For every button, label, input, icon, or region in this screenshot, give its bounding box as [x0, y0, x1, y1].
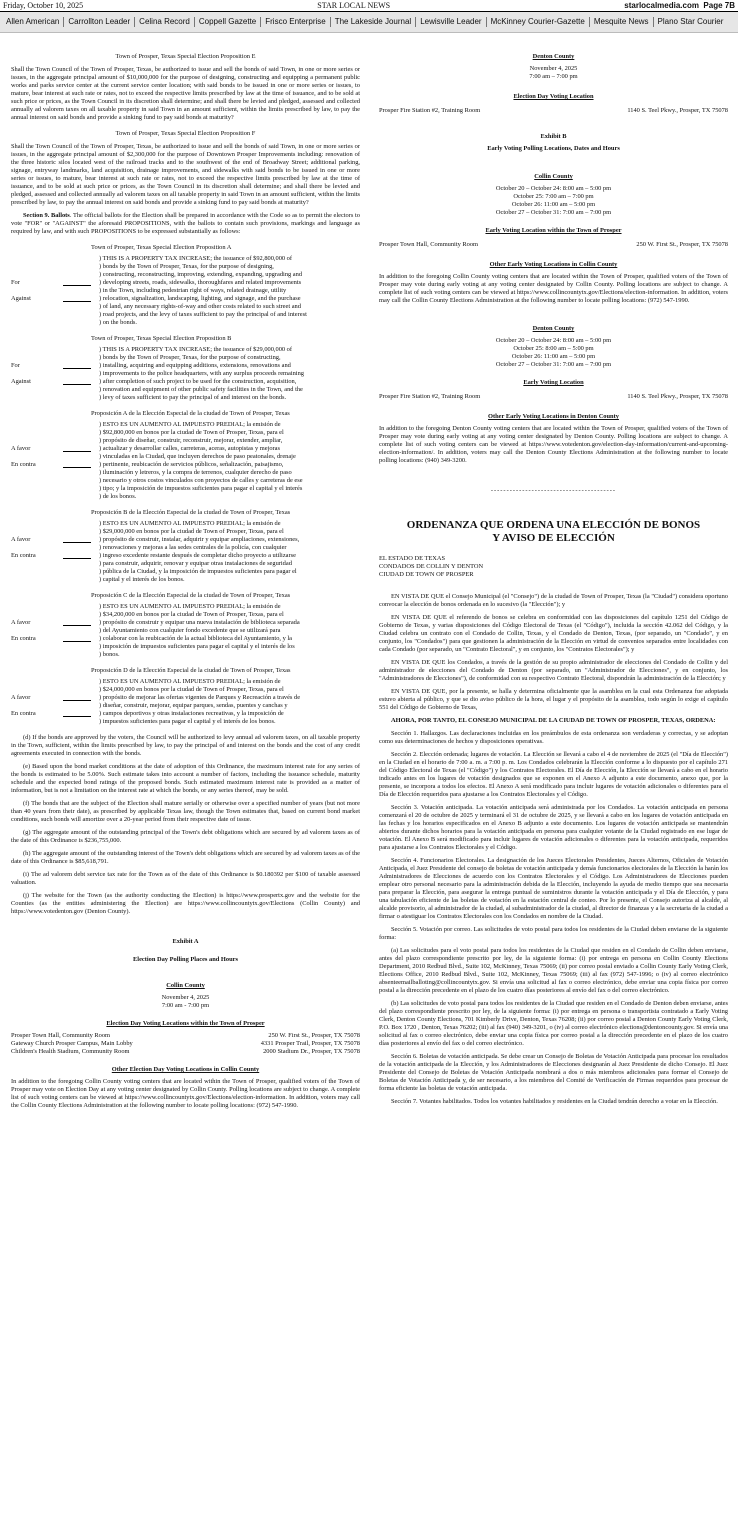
para-d: (d) If the bonds are approved by the voters, the Council will be authorized to levy annual ad valorem taxes, on all taxable property in the Town, sufficient, within the limits prescribed by law, to pay the principal of and interest on the bonds and the cost of any credit agreements executed in connection with the bonds.: [11, 734, 360, 757]
ballot-line: ) imposición de impuestos suficientes para pagar el capital y el interés de los: [99, 643, 295, 650]
vote-for[interactable]: [11, 445, 99, 453]
right-column: [369, 33, 738, 1528]
ballot-text: [99, 255, 360, 327]
vote-line[interactable]: [63, 542, 91, 543]
prop-e-text: Shall the Town Council of the Town of Prosper, Texas, be authorized to issue and sell the bonds of said Town, in one or more series or issues, in the aggregate principal amount of $10,000,000 for the purpose of designing, constructing and equipping a permanent public works and parks service center at the current service center location; with said bonds to be issued in one or more series or issues, to mature, bear interest at such rate or rates, not to exceed the respective limits prescribed by law at the time of issuance, and to be sold at such price or prices, as the Town Council in its discretion shall determine; and shall there be levied and pledged, assessed and collected annually ad valorem taxes on all taxable property in said Town in an amount sufficient, within the limits prescribed by law, to pay the annual interest on said bonds and provide a sinking fund to pay said bonds at maturity?: [11, 66, 360, 121]
vote-line[interactable]: [63, 625, 91, 626]
para-j: (j) The website for the Town (as the authority conducting the Election) is https://www.prospertx.gov and the website for the Counties (as the entities administering the Election) are https://www.collincountytx.gov/Elections (Collin County) and https://www.votedenton.gov (Denton County).: [11, 892, 360, 915]
location-name: Gateway Church Prosper Campus, Main Lobby: [11, 1040, 133, 1047]
page-number: Page 7B: [703, 0, 735, 10]
left-column: [0, 33, 369, 1528]
nav-link[interactable]: Coppell Gazette: [195, 17, 261, 27]
vote-options: [11, 255, 99, 327]
ballot-line: ) ingreso excedente restante después de completar dicho proyecto a utilizarse: [99, 552, 296, 559]
ev-date-line: October 26: 11:00 am – 5:00 pm: [511, 353, 596, 360]
vote-line[interactable]: [63, 641, 91, 642]
ballot-line: ) $24,000,000 en bonos por la ciudad de Town of Prosper, Texas, para el: [99, 686, 284, 693]
vote-for[interactable]: [11, 619, 99, 627]
polling-location-row: [11, 1048, 360, 1056]
seccion-2: Sección 2. Elección ordenada; lugares de votación. La Elección se llevará a cabo el 4 de noviembre de 2025 (el "Día de Elección") en la Ciudad en el horario de 7:00 a. m. a 7:00 p. m. Los Condados celebrarán la Elección conforme a lo dispuesto por el capítulo 271 del Código Electoral de Texas (el "Código") y los Contratos Electorales. El Día de Elección, la Elección se llevará a cabo en el horario indicado antes en los lugares de votación designados que se exponen en el Anexo A adjunto a este documento, anexo que, por la presente, se incorpora a todos los efectos. El Anexo A será modificado para incluir lugares de votación adicionales o diferentes para el Día de Elección requeridos para ajustarse a los Contratos Electorales y el Código.: [379, 751, 728, 799]
page-body: [0, 33, 738, 1528]
ballot-line: ) renovaciones y mejoras a las sedes centrales de la policía, con cualquier: [99, 544, 287, 551]
ballot-sa: [11, 421, 360, 501]
ballot-line: ) impuestos suficientes para pagar el capital y el interés de los bonos.: [99, 718, 276, 725]
vote-for[interactable]: [11, 694, 99, 702]
ballot-text: [99, 678, 360, 726]
collin-county-heading: Collin County: [166, 982, 205, 989]
exhibit-b-title: Exhibit B: [540, 133, 567, 140]
vote-against[interactable]: [11, 295, 99, 303]
denton-ev-dates: [379, 337, 728, 369]
vote-options: [11, 346, 99, 402]
election-date: November 4, 2025: [161, 994, 210, 1001]
vote-against-label: En contra: [11, 710, 36, 717]
ballot-line: ) necesario y otros costos vinculados con proyectos de calles y carreteras de ese: [99, 477, 303, 484]
vote-against-label: En contra: [11, 552, 36, 559]
vote-for[interactable]: [11, 362, 99, 370]
paper-name: STAR LOCAL NEWS: [317, 0, 391, 10]
ballot-text: [99, 520, 360, 584]
vote-against-label: En contra: [11, 635, 36, 642]
vote-line[interactable]: [63, 558, 91, 559]
edv-heading: Election Day Voting Location: [513, 93, 594, 100]
ballot-line: ) constructing, reconstructing, improving, extending, expanding, upgrading and: [99, 271, 303, 278]
ballot-a-title: Town of Prosper, Texas Special Election Proposition A: [91, 244, 232, 251]
site-url[interactable]: starlocalmedia.com: [624, 0, 699, 10]
para-g: (g) The aggregate amount of the outstanding principal of the Town's debt obligations which are secured by ad valorem taxes as of the date of this Ordinance is $236,755,000.: [11, 829, 360, 844]
ballot-line: ) developing streets, roads, sidewalks, thoroughfares and related improvements: [99, 279, 302, 286]
ballot-line: ) propósito de construir y equipar una nueva instalación de biblioteca separada: [99, 619, 300, 626]
seccion-5b: (b) Las solicitudes de voto postal para todos los residentes de la Ciudad que residen en el Condado de Denton deben enviarse, antes del plazo correspondiente prescrito por ley, de la siguiente forma: (i) por entrega en persona o transportista contratado a Early Voting Clerk, Denton County Elections, 701 Kimberly Drive, Denton, Texas 76208; (ii) por correo postal a Denton County Early Voting Clerk, P.O. Box 1720 , Denton, Texas 76202; (iii) al fax (940) 349-3201, o (iv) al correo electrónico elections@dentoncounty.gov. Si envía una solicitud al fax o correo electrónico, debe enviar una copia física por correo postal a la dirección precedente en el plazo de los cuatro días posteriores al envío del fax o del correo electrónico.: [379, 1000, 728, 1048]
prop-f-title: Town of Prosper, Texas Special Election Proposition F: [115, 130, 256, 137]
ballot-line: ) $34,200,000 en bonos por la ciudad de Town of Prosper, Texas, para el: [99, 611, 284, 618]
ballot-line: ) after completion of such project to be used for the construction, acquisition,: [99, 378, 297, 385]
ballot-line: ) para construir, adquirir, renovar y equipar otras instalaciones de seguridad: [99, 560, 292, 567]
ev-town-heading: Early Voting Location within the Town of Prosper: [485, 227, 622, 234]
other-ed-collin-text: In addition to the foregoing Collin County voting centers that are located within the Town of Prosper, qualified voters of the Town of Prosper may vote on Election Day at any voting center designated by Collin County. Polling locations are subject to change. A complete list of such voting centers can be viewed at https://www.collincountytx.gov/Elections/election-information. In addition, voters may call the Collin County Elections Administration at the following number to locate polling locations: (972) 547-1990.: [11, 1078, 360, 1109]
whereas-2: EN VISTA DE QUE el referendo de bonos se celebra en conformidad con las disposiciones del capítulo 1251 del Código de Gobierno de Texas, y varias disposiciones del Código Electoral de Texas (el "Código"), incluida la sección 42.062 del Código, y la Ciudad celebra un contrato con el Condado de Collin, Texas, y el Condado de Denton, Texas, (por separado, un "Condado", y en conjunto, los "Condados") para que gestionen la administración de la Elección en virtud de convenios separados entre localidades con cada Condado (por separado, un "Contrato Electoral", y en conjunto, los "Contratos Electorales"); y: [379, 614, 728, 654]
para-e: (e) Based upon the bond market conditions at the date of adoption of this Ordinance, the maximum interest rate for any series of the bonds is estimated to be 5.00%. Such estimate takes into account a number of factors, including the issuance schedule, maturity schedule and the expected bond ratings of the proposed bonds. Such estimated maximum interest rate is provided as a matter of information, but is not a limitation on the interest rate at which the bonds, or any series thereof, may be sold.: [11, 763, 360, 794]
other-ev-collin-heading: Other Early Voting Locations in Collin County: [489, 261, 618, 268]
ballot-line: ) colaborar con la reubicación de la actual biblioteca del Ayuntamiento, y la: [99, 635, 293, 642]
ahora: AHORA, POR TANTO, EL CONSEJO MUNICIPAL DE LA CIUDAD DE TOWN OF PROSPER, TEXAS, ORDENA:: [391, 717, 716, 725]
denton-ev-heading: Denton County: [532, 325, 575, 332]
nav-link[interactable]: McKinney Courier-Gazette: [487, 17, 590, 27]
ev-date-line: October 25: 8:00 am – 5:00 pm: [513, 345, 594, 352]
vote-line[interactable]: [63, 301, 91, 302]
ballot-line: ) levy of taxes sufficient to pay the principal of and interest on the bonds.: [99, 394, 287, 401]
vote-options: [11, 421, 99, 501]
exhibit-a-subtitle: Election Day Polling Places and Hours: [133, 956, 238, 963]
denton-county-heading: Denton County: [532, 53, 575, 60]
vote-for[interactable]: [11, 279, 99, 287]
location-name: Children's Health Stadium, Community Room: [11, 1048, 130, 1055]
issue-date: Friday, October 10, 2025: [3, 0, 84, 10]
denton-date: November 4, 2025: [529, 65, 578, 72]
ballot-line: ) road projects, and the levy of taxes sufficient to pay the principal of and interest: [99, 311, 307, 318]
ballot-line: ) ESTO ES UN AUMENTO AL IMPUESTO PREDIAL; la emisión de: [99, 520, 281, 527]
ballot-line: ) THIS IS A PROPERTY TAX INCREASE; the issuance of $29,000,000 of: [99, 346, 293, 353]
ballot-line: ) installing, acquiring and equipping additions, extensions, renovations and: [99, 362, 291, 369]
nav-link[interactable]: Lewisville Leader: [416, 17, 486, 27]
ballot-sc: [11, 603, 360, 659]
ballot-text: [99, 346, 360, 402]
ballot-b-title: Town of Prosper, Texas Special Election Proposition B: [91, 335, 232, 342]
vote-line[interactable]: [63, 716, 91, 717]
collin-ev-dates: [379, 185, 728, 217]
vote-options: [11, 678, 99, 726]
nav-link[interactable]: Carrollton Leader: [64, 17, 135, 27]
other-ev-collin-text: In addition to the foregoing Collin County voting centers that are located within the Town of Prosper, qualified voters of the Town of Prosper may vote during early voting at any voting center designated by Collin County. Polling locations are subject to change. A complete list of such voting centers can be viewed at https://www.collincountytx.gov/Elections/election-information. In addition, voters may call the Collin County Elections Administration at the following number to locate polling locations: (972) 547-1990.: [379, 273, 728, 304]
nav-link[interactable]: Frisco Enterprise: [261, 17, 330, 27]
ballot-text: [99, 421, 360, 501]
state: EL ESTADO DE TEXAS: [379, 555, 446, 563]
vote-against-label: Against: [11, 378, 31, 385]
nav-link[interactable]: Plano Star Courier: [657, 17, 724, 26]
prop-e-title: Town of Prosper, Texas Special Election Proposition E: [115, 53, 256, 60]
ev-date-line: October 27 – October 31: 7:00 am – 7:00 pm: [495, 209, 612, 216]
ballot-line: ) on the bonds.: [99, 319, 137, 326]
vote-against[interactable]: [11, 710, 99, 718]
ev-date-line: October 25: 7:00 am – 7:00 pm: [513, 193, 594, 200]
vote-options: [11, 603, 99, 659]
ballot-line: ) ESTO ES UN AUMENTO AL IMPUESTO PREDIAL; la emisión de: [99, 603, 281, 610]
nav-link[interactable]: The Lakeside Journal: [331, 17, 417, 27]
polling-location-row: [11, 1040, 360, 1048]
nav-link[interactable]: Celina Record: [135, 17, 195, 27]
vote-against-label: En contra: [11, 461, 36, 468]
whereas-4: EN VISTA DE QUE, por la presente, se halla y determina oficialmente que la asamblea en la cual esta Ordenanza fue adoptada estuvo abierta al público, y que se dio aviso público de la hora, el lugar y el propósito de la asamblea, todo según lo exige el capítulo 551 del Código de Gobierno de Texas,: [379, 688, 728, 712]
ballot-line: ) bonds by the Town of Prosper, Texas, for the purpose of constructing,: [99, 354, 281, 361]
vote-options: [11, 520, 99, 584]
vote-line[interactable]: [63, 700, 91, 701]
ballot-sb: [11, 520, 360, 584]
location-address: 4331 Prosper Trail, Prosper, TX 75078: [260, 1040, 360, 1047]
nav-link[interactable]: Allen American: [2, 17, 64, 27]
ballot-line: ) de los bonos.: [99, 493, 137, 500]
ballot-line: ) propósito de mejorar las ofertas vigentes de Parques y Recreación a través de: [99, 694, 301, 701]
section-9: Section 9. Ballots. The official ballots for the Election shall be prepared in accordance with the Code so as to permit the electors to vote "FOR" or "AGAINST" the aforesaid PROPOSITIONS, with the ballots to contain such provisions, markings and language as required by law, and with such PROPOSITIONS to be expressed substantially as follows:: [11, 212, 360, 235]
nav-link[interactable]: Mesquite News: [590, 17, 654, 27]
divider: ----------------------------------------: [490, 487, 617, 494]
ballot-line: ) $29,000,000 en bonos por la ciudad de Town of Prosper, Texas, para el: [99, 528, 284, 535]
seccion-6: Sección 6. Boletas de votación anticipada. Se debe crear un Consejo de Boletas de Votación Anticipada para procesar los resultados de la votación anticipada de la Elección, y los Administradores de Elecciones designarán al Juez Presidente de dicho Consejo. El Juez Presidente del Consejo de Boletas de Votación Anticipada nombrará a dos o más miembros adicionales para formar el Consejo de Boletas de Votación Anticipada y, de ser necesario, a los miembros del Comité de Verificación de Firmas requeridos para procesar de forma eficiente las boletas de votación anticipada.: [379, 1053, 728, 1093]
ballot-line: ) actualizar y desarrollar calles, carreteras, aceras, autopistas y mejoras: [99, 445, 280, 452]
other-ev-denton-heading: Other Early Voting Locations in Denton County: [488, 413, 619, 420]
vote-line[interactable]: [63, 285, 91, 286]
ballot-line: ) pertinente, reubicación de servicios públicos, señalización, paisajismo,: [99, 461, 284, 468]
ballot-line: ) del Ayuntamiento con cualquier fondo excedente que se utilizará para: [99, 627, 281, 634]
vote-against[interactable]: [11, 635, 99, 643]
vote-line[interactable]: [63, 451, 91, 452]
ballot-line: ) iluminación y letreros, y la compra de terrenos, cualquier derecho de paso: [99, 469, 292, 476]
site-page: [624, 1, 735, 11]
ballot-line: ) vinculadas en la Ciudad, que incluyen derechos de paso peatonales, drenaje: [99, 453, 296, 460]
exhibit-a-title: Exhibit A: [172, 938, 199, 945]
seccion-5: Sección 5. Votación por correo. Las solicitudes de voto postal para todos los residentes de la Ciudad deben enviarse de la siguiente forma:: [379, 926, 728, 942]
town-hall-row: Prosper Town Hall, Community Room 250 W. First St., Prosper, TX 75078: [379, 241, 728, 248]
ballot-sc-title: Proposición C de la Elección Especial de la ciudad de Town of Prosper, Texas: [91, 592, 291, 599]
para-f: (f) The bonds that are the subject of the Election shall mature serially or otherwise over a specified number of years (but not more than 40 years from their date), as prescribed by applicable Texas law, though the Town estimates that, based on current bond market conditions, such bonds will amortize over a 20-year period from their respective date of issue.: [11, 800, 360, 823]
ev-date-line: October 26: 11:00 am – 5:00 pm: [511, 201, 596, 208]
ballot-line: ) $92,800,000 en bonos por la ciudad de Town of Prosper, Texas, para el: [99, 429, 284, 436]
ballot-sd-title: Proposición D de la Elección Especial de la ciudad de Town of Prosper, Texas: [91, 667, 291, 674]
collin-ev-heading: Collin County: [534, 173, 573, 180]
election-hours: 7:00 am - 7:00 pm: [161, 1002, 210, 1009]
polling-location-row: [11, 1032, 360, 1040]
other-ev-denton-text: In addition to the foregoing Denton County voting centers that are located within the Town of Prosper, qualified voters of the Town of Prosper may vote during early voting at any voting center designated by Denton County. Polling locations are subject to change. A complete list of such voting centers can be viewed at https://www.votedenton.gov/election-day-information/current-and-upcoming-election-information/. In addition, voters may call the Denton County Elections Administration at the following number to locate polling locations: (940) 349-3200.: [379, 425, 728, 464]
ballot-sa-title: Proposición A de la Elección Especial de la ciudad de Town of Prosper, Texas: [91, 410, 290, 417]
ev-date-line: October 27 – October 31: 7:00 am – 7:00 pm: [495, 361, 612, 368]
ordinance-title: ORDENANZA QUE ORDENA UNA ELECCIÓN DE BONOS: [406, 519, 701, 531]
vote-for-label: A favor: [11, 536, 31, 543]
vote-for[interactable]: [11, 536, 99, 544]
vote-for-label: A favor: [11, 619, 31, 626]
city: CIUDAD DE TOWN OF PROSPER: [379, 571, 474, 579]
ballot-b: [11, 346, 360, 402]
denton-hours: 7:00 am – 7:00 pm: [529, 73, 578, 80]
ordinance-title-2: Y AVISO DE ELECCIÓN: [492, 532, 615, 545]
vote-against[interactable]: [11, 552, 99, 560]
ballot-line: ) of land, any necessary rights-of-way and other costs related to such street and: [99, 303, 301, 310]
ballot-sd: [11, 678, 360, 726]
ballot-line: ) bonds by the Town of Prosper, Texas, for the purpose of designing,: [99, 263, 274, 270]
whereas-3: EN VISTA DE QUE los Condados, a través de la gestión de su propio administrador de elecciones del Condado de Collin y del administrador de elecciones del Condado de Denton (por separado, un "Administrador de Elecciones", y en conjunto, los "Administradores de Elecciones"), de conformidad con su respectivo Contrato Electoral, dispondrán la administración de la Elección; y: [379, 659, 728, 683]
polling-locations: [11, 1032, 360, 1056]
vote-for-label: For: [11, 362, 20, 369]
ballot-line: ) relocation, signalization, landscaping, lighting, and signage, and the purchase: [99, 295, 301, 302]
ballot-line: ) renovation and equipment of other public safety facilities in the Town, and the: [99, 386, 303, 393]
seccion-5a: (a) Las solicitudes para el voto postal para todos los residentes de la Ciudad que residen en el Condado de Collin deben enviarse, antes del plazo correspondiente prescrito por ley, de la siguiente forma: (i) por entrega en persona en Collin County Elections Department, 2010 Redbud Blvd., Suite 102, McKinney, Texas 75069; (ii) por correo postal enviado a Collin County Early Voting Clerk, Elections Office, 2010 Redbud Blvd., Suite 102, McKinney, Texas 75069; (iii) al fax (972) 547-1996; o (iv) al correo electrónico absenteemailballoting@collincountytx.gov. Si envía una solicitud al fax o correo electrónico, debe enviar una copia física por correo postal a la dirección precedente en el plazo de los cuatro días posteriores al envío del fax o del correo electrónico.: [379, 947, 728, 995]
ballot-line: ) propósito de construir, instalar, adquirir y equipar ampliaciones, extensiones,: [99, 536, 300, 543]
ballot-line: ) in the Town, including pedestrian right of ways, related drainage, utility: [99, 287, 287, 294]
ev-date-line: October 20 – October 24: 8:00 am – 5:00 pm: [495, 337, 612, 344]
vote-line[interactable]: [63, 384, 91, 385]
ballot-line: ) improvements to the police headquarters, with any surplus proceeds remaining: [99, 370, 304, 377]
ballot-line: ) ESTO ES UN AUMENTO AL IMPUESTO PREDIAL; la emisión de: [99, 678, 281, 685]
seccion-1: Sección 1. Hallazgos. Las declaraciones incluidas en los preámbulos de esta ordenanza son verdaderas y correctas, y se adoptan como sus determinaciones de hechos y disposiciones operativas.: [379, 730, 728, 746]
ballot-line: ) campos deportivos y otras instalaciones recreativas, y la imposición de: [99, 710, 284, 717]
vote-against-label: Against: [11, 295, 31, 302]
location-address: 250 W. First St., Prosper, TX 75078: [268, 1032, 360, 1039]
exhibit-b-subtitle: Early Voting Polling Locations, Dates and Hours: [487, 145, 620, 152]
location-name: Prosper Town Hall, Community Room: [11, 1032, 111, 1039]
counties: CONDADOS DE COLLIN Y DENTON: [379, 563, 484, 571]
ev-location-heading: Early Voting Location: [523, 379, 584, 386]
vote-line[interactable]: [63, 368, 91, 369]
seccion-3: Sección 3. Votación anticipada. La votación anticipada será administrada por los Condados. La votación anticipada en persona comenzará el 20 de octubre de 2025 y terminará el 31 de octubre de 2025, y se llevará a cabo en los lugares de votación anticipada en las fechas y los horarios especificados en el Anexo B adjunto a este documento. Los lugares de votación anticipada se mantendrán abiertos durante dichos horarios para la votación anticipada en persona para cualquier votante de la Ciudad registrado en ese lugar de votación. El Anexo B será modificado para incluir lugares de votación adicionales o diferentes para la votación anticipada, requeridos para ajustarse a los Contratos Electorales y el Código.: [379, 804, 728, 852]
para-h: (h) The aggregate amount of the outstanding interest of the Town's debt obligations which are secured by ad valorem taxes as of the date of this Ordinance is $85,618,791.: [11, 850, 360, 865]
seccion-7: Sección 7. Votantes habilitados. Todos los votantes habilitados y residentes en la Ciudad tendrán derecho a votar en la Elección.: [391, 1098, 718, 1106]
ballot-text: [99, 603, 360, 659]
fire-station-row: Prosper Fire Station #2, Training Room 1140 S. Teel Pkwy., Prosper, TX 75078: [379, 107, 728, 114]
ballot-line: ) propósito de diseñar, construir, reconstruir, mejorar, extender, ampliar,: [99, 437, 283, 444]
whereas-1: EN VISTA DE QUE el Consejo Municipal (el "Consejo") de la ciudad de Town of Prosper, Texas (la "Ciudad") considera oportuno convocar la elección de bonos ordenada en lo sucesivo (la "Elección"); y: [379, 593, 728, 609]
location-address: 2000 Stadium Dr., Prosper, TX 75078: [263, 1048, 360, 1055]
para-i: (i) The ad valorem debt service tax rate for the Town as of the date of this Ordinance is $0.180392 per $100 of taxable assessed valuation.: [11, 871, 360, 886]
vote-for-label: A favor: [11, 445, 31, 452]
vote-line[interactable]: [63, 467, 91, 468]
ballot-line: ) THIS IS A PROPERTY TAX INCREASE; the issuance of $92,800,000 of: [99, 255, 293, 262]
masthead: [0, 0, 738, 12]
ballot-line: ) tipo; y la imposición de impuestos suficientes para pagar el capital y el interés: [99, 485, 303, 492]
edv-town-heading: Election Day Voting Locations within the Town of Prosper: [106, 1020, 265, 1027]
seccion-4: Sección 4. Funcionarios Electorales. La designación de los Jueces Electorales Presidentes, Jueces Alternos, Oficiales de Votación Anticipada, el Juez Presidente del consejo de boletas de votación anticipada y demás funcionarios electorales de la Elección la harán los Administradores de Elecciones de acuerdo con los Contratos Electorales y el Código. Los Administradores de Elecciones pueden emplear otro personal necesario para la administración debida de la Elección, incluyendo la ayuda de medio tiempo que sea necesaria para preparar la Elección, para asegurar la entrega puntual de suministros durante la votación anticipada y el Día de Elección, y para una tabulación eficiente de las boletas de votación en la estación central de conteo. Por lo presente, el Consejo autoriza al alcalde, al alcalde provisorio, al administrador de la ciudad, al subadministrador de la ciudad, al director de finanzas y a la secretaria de la ciudad a firmar o atestiguar los Contratos Electorales con los Condados en nombre de la Ciudad.: [379, 857, 728, 921]
ballot-line: ) capital y el interés de los bonos.: [99, 576, 185, 583]
ballot-line: ) bonos.: [99, 651, 120, 658]
ballot-a: [11, 255, 360, 327]
other-ed-collin-heading: Other Election Day Voting Locations in Collin County: [111, 1066, 260, 1073]
ballot-sb-title: Proposición B de la Elección Especial de la ciudad de Town of Prosper, Texas: [91, 509, 291, 516]
ballot-line: ) pública de la Ciudad, y la imposición de impuestos suficientes para pagar el: [99, 568, 297, 575]
denton-fire-row: Prosper Fire Station #2, Training Room 1140 S. Teel Pkwy., Prosper, TX 75078: [379, 393, 728, 400]
vote-against[interactable]: [11, 378, 99, 386]
vote-against[interactable]: [11, 461, 99, 469]
ballot-line: ) diseñar, construir, mejorar, equipar parques, sendas, puentes y canchas y: [99, 702, 288, 709]
prop-f-text: Shall the Town Council of the Town of Prosper, Texas, be authorized to issue and sell the bonds of said Town, in one or more series or issues, in the aggregate principal amount of $2,300,000 for the purpose of Downtown Prosper Improvements including: renovation of the three historic silos located west of the railroad tracks and to the southwest of the end of Broadway Street; additional parking, signage, entryway landmarks, land acquisition, drainage improvements, and sidewalks with said bonds to be issued in one or more series or issues, to mature, bear interest at such rate or rates, not to exceed the respective limits prescribed by law at the time of issuance, and to be sold at such price or prices, as the Town Council in its discretion shall determine; and shall there be levied and pledged, assessed and collected annually ad valorem taxes on all taxable property in said Town in an amount sufficient, within the limits prescribed by law, to pay the annual interest on said bonds and provide a sinking fund to pay said bonds at maturity?: [11, 143, 360, 206]
publication-nav: [0, 12, 738, 33]
ev-date-line: October 20 – October 24: 8:00 am – 5:00 pm: [495, 185, 612, 192]
vote-for-label: For: [11, 279, 20, 286]
section-9-heading: Section 9. Ballots: [23, 212, 70, 219]
vote-for-label: A favor: [11, 694, 31, 701]
ballot-line: ) ESTO ES UN AUMENTO AL IMPUESTO PREDIAL; la emisión de: [99, 421, 281, 428]
